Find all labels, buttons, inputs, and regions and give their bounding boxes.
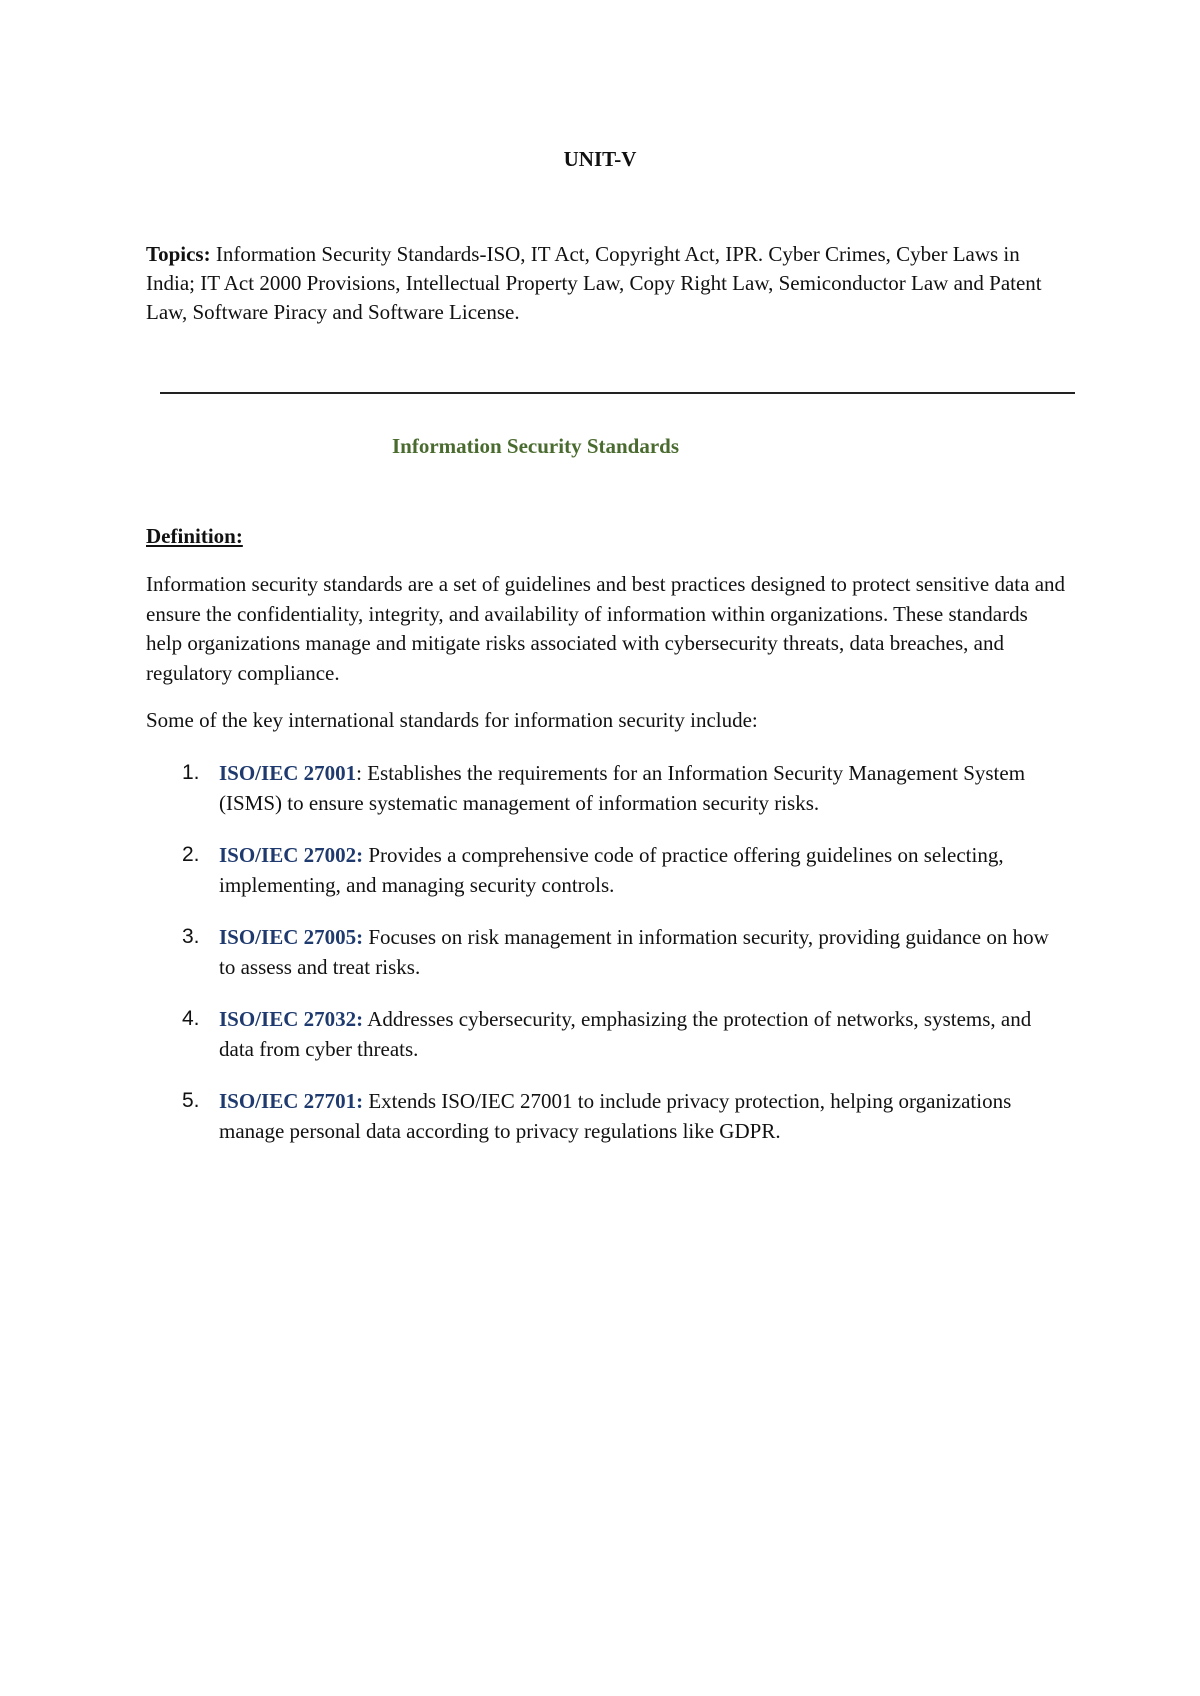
standard-description: Focuses on risk management in information security, providing guidance on how to assess and treat risks. — [219, 925, 1049, 979]
standard-name: ISO/IEC 27032: — [219, 1007, 364, 1031]
standard-description: Extends ISO/IEC 27001 to include privacy protection, helping organizations manage personal data according to privacy regulations like GDPR. — [219, 1089, 1012, 1143]
horizontal-divider — [160, 392, 1075, 394]
standard-description: Establishes the requirements for an Information Security Management System (ISMS) to ensure systematic management of information security risks. — [219, 761, 1026, 815]
standard-description: Provides a comprehensive code of practice offering guidelines on selecting, implementing, and managing security controls. — [219, 843, 1004, 897]
standard-description: Addresses cybersecurity, emphasizing the protection of networks, systems, and data from cyber threats. — [219, 1007, 1032, 1061]
standard-colon: : — [356, 761, 362, 785]
section-title: Information Security Standards — [392, 434, 680, 458]
topics-label: Topics: — [146, 242, 211, 266]
list-item — [146, 922, 1066, 982]
intro-paragraph: Some of the key international standards for information security include: — [146, 708, 758, 732]
unit-title: UNIT-V — [563, 147, 637, 171]
list-item — [146, 1004, 1066, 1064]
standard-name: ISO/IEC 27002: — [219, 843, 364, 867]
standards-list — [146, 758, 1066, 1168]
standard-name: ISO/IEC 27001 — [219, 761, 357, 785]
standard-name: ISO/IEC 27701: — [219, 1089, 364, 1113]
topics-text: Information Security Standards-ISO, IT Act, Copyright Act, IPR. Cyber Crimes, Cyber Laws in India; IT Act 2000 Provisions, Intellectual Property Law, Copy Right Law, Semiconductor Law and Patent Law, Software Piracy and Software License. — [146, 242, 1042, 324]
list-number: 5. — [182, 1089, 200, 1112]
topics-paragraph — [146, 240, 1066, 327]
definition-paragraph: Information security standards are a set of guidelines and best practices designed to protect sensitive data and ensure the confidentiality, integrity, and availability of information within organizations. These standards help organizations manage and mitigate risks associated with cybersecurity threats, data breaches, and regulatory compliance. — [146, 572, 1066, 685]
list-number: 3. — [182, 925, 200, 948]
list-item — [146, 758, 1066, 818]
definition-heading: Definition: — [146, 524, 243, 548]
list-number: 1. — [182, 761, 200, 784]
list-number: 2. — [182, 843, 200, 866]
standard-name: ISO/IEC 27005: — [219, 925, 364, 949]
list-number: 4. — [182, 1007, 200, 1030]
list-item — [146, 1086, 1066, 1146]
list-item — [146, 840, 1066, 900]
